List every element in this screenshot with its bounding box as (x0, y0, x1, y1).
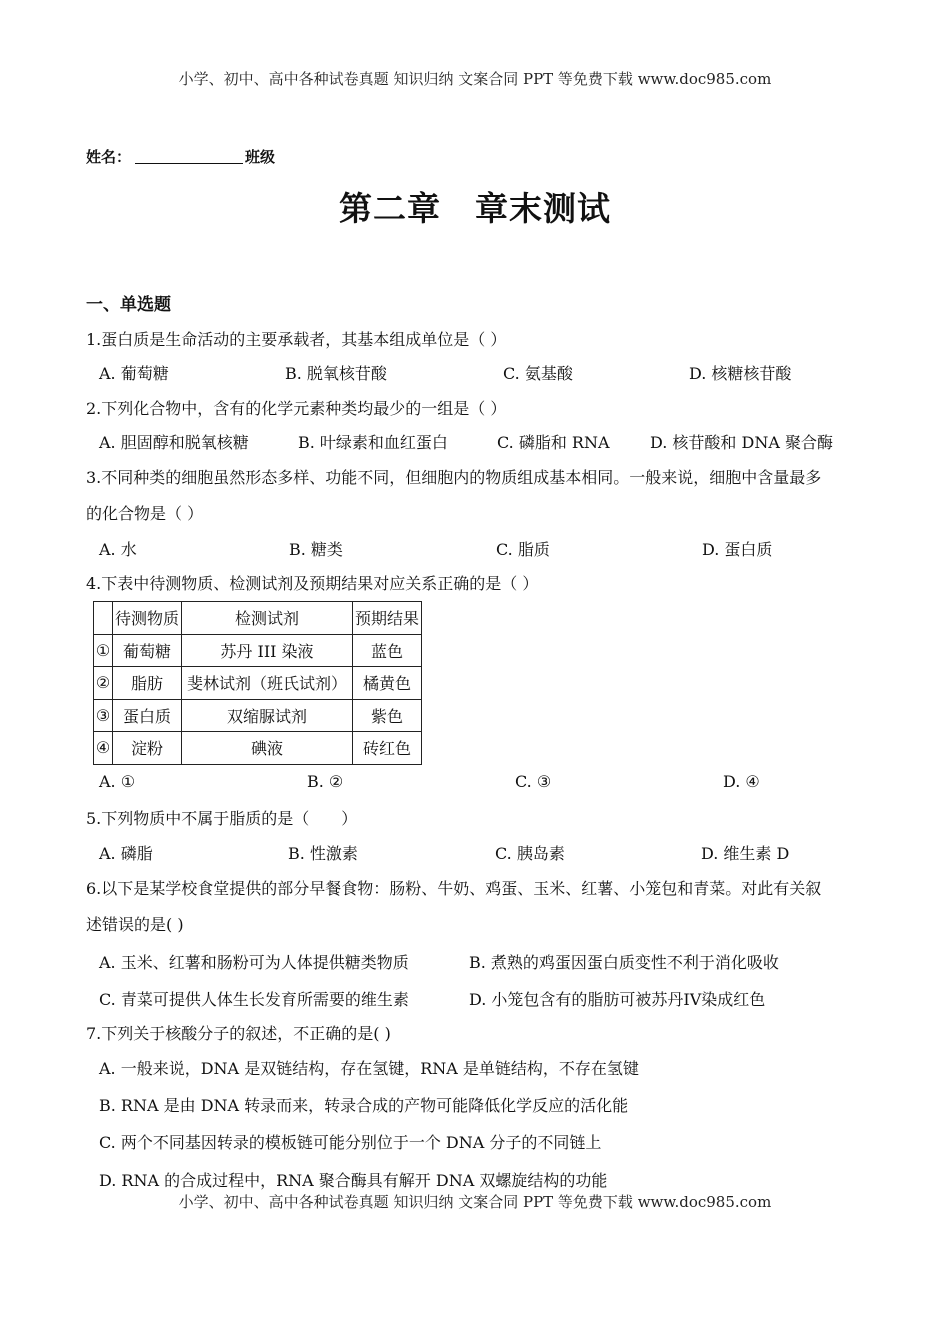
q4-option-d[interactable]: D. ④ (723, 772, 760, 791)
table-cell: 蓝色 (353, 634, 422, 667)
q1-option-a[interactable]: A. 葡萄糖 (99, 364, 169, 383)
q2-option-c[interactable]: C. 磷脂和 RNA (497, 433, 610, 452)
table-cell: 碘液 (182, 732, 353, 765)
table-cell: 紫色 (353, 699, 422, 732)
q7-option-c[interactable]: C. 两个不同基因转录的模板链可能分别位于一个 DNA 分子的不同链上 (99, 1133, 602, 1152)
table-cell: ④ (94, 732, 113, 765)
question-2: 2.下列化合物中，含有的化学元素种类均最少的一组是（ ） (86, 399, 507, 418)
table-cell: 淀粉 (113, 732, 182, 765)
table-cell: ① (94, 634, 113, 667)
table-cell: ② (94, 667, 113, 700)
class-label: 班级 (245, 148, 276, 166)
q3-option-a[interactable]: A. 水 (99, 540, 137, 559)
question-6-line-1: 6.以下是某学校食堂提供的部分早餐食物：肠粉、牛奶、鸡蛋、玉米、红薯、小笼包和青菜。对此有关叙 (86, 879, 822, 898)
q3-option-b[interactable]: B. 糖类 (289, 540, 343, 559)
page-footer: 小学、初中、高中各种试卷真题 知识归纳 文案合同 PPT 等免费下载 www.doc985.com (178, 1193, 772, 1211)
table-row (94, 699, 422, 732)
table-header-cell: 待测物质 (113, 602, 182, 635)
q6-option-d[interactable]: D. 小笼包含有的脂肪可被苏丹IV染成红色 (469, 990, 766, 1009)
question-6-line-2: 述错误的是( ) (86, 915, 184, 934)
q4-option-a[interactable]: A. ① (99, 772, 136, 791)
table-row (94, 732, 422, 765)
table-row (94, 634, 422, 667)
q7-option-a[interactable]: A. 一般来说，DNA 是双链结构，存在氢键，RNA 是单链结构，不存在氢键 (99, 1059, 639, 1078)
question-3-line-2: 的化合物是（ ） (86, 504, 204, 523)
table-header-row (94, 602, 422, 635)
table-header-cell: 预期结果 (353, 602, 422, 635)
question-3-line-1: 3.不同种类的细胞虽然形态多样、功能不同，但细胞内的物质组成基本相同。一般来说，细胞中含量最多 (86, 468, 822, 487)
question-5: 5.下列物质中不属于脂质的是（ ） (86, 809, 358, 828)
q5-option-a[interactable]: A. 磷脂 (99, 844, 153, 863)
q7-option-b[interactable]: B. RNA 是由 DNA 转录而来，转录合成的产物可能降低化学反应的活化能 (99, 1096, 629, 1115)
table-cell: ③ (94, 699, 113, 732)
q2-option-d[interactable]: D. 核苷酸和 DNA 聚合酶 (650, 433, 833, 452)
name-blank[interactable] (135, 149, 243, 164)
q4-option-b[interactable]: B. ② (307, 772, 344, 791)
table-header-cell: 检测试剂 (182, 602, 353, 635)
table-cell: 斐林试剂（班氏试剂） (182, 667, 353, 700)
table-cell: 双缩脲试剂 (182, 699, 353, 732)
page-title: 第二章 章末测试 (339, 189, 611, 228)
name-label: 姓名： (86, 148, 132, 166)
table-cell: 苏丹 III 染液 (182, 634, 353, 667)
q3-option-c[interactable]: C. 脂质 (496, 540, 550, 559)
q5-option-b[interactable]: B. 性激素 (288, 844, 358, 863)
q7-option-d[interactable]: D. RNA 的合成过程中，RNA 聚合酶具有解开 DNA 双螺旋结构的功能 (99, 1171, 608, 1190)
q2-option-b[interactable]: B. 叶绿素和血红蛋白 (298, 433, 448, 452)
q6-option-c[interactable]: C. 青菜可提供人体生长发育所需要的维生素 (99, 990, 409, 1009)
q5-option-c[interactable]: C. 胰岛素 (495, 844, 565, 863)
q2-option-a[interactable]: A. 胆固醇和脱氧核糖 (99, 433, 249, 452)
table-cell: 砖红色 (353, 732, 422, 765)
table-cell: 蛋白质 (113, 699, 182, 732)
table-row (94, 667, 422, 700)
page-header: 小学、初中、高中各种试卷真题 知识归纳 文案合同 PPT 等免费下载 www.doc985.com (178, 70, 772, 88)
q3-option-d[interactable]: D. 蛋白质 (702, 540, 773, 559)
q1-option-b[interactable]: B. 脱氧核苷酸 (285, 364, 387, 383)
q4-option-c[interactable]: C. ③ (515, 772, 552, 791)
table-cell: 脂肪 (113, 667, 182, 700)
q6-option-b[interactable]: B. 煮熟的鸡蛋因蛋白质变性不利于消化吸收 (469, 953, 779, 972)
question-4: 4.下表中待测物质、检测试剂及预期结果对应关系正确的是（ ） (86, 574, 539, 593)
question-7: 7.下列关于核酸分子的叙述，不正确的是( ) (86, 1024, 391, 1043)
q1-option-d[interactable]: D. 核糖核苷酸 (689, 364, 792, 383)
table-cell: 橘黄色 (353, 667, 422, 700)
q5-option-d[interactable]: D. 维生素 D (701, 844, 790, 863)
table-cell: 葡萄糖 (113, 634, 182, 667)
question-1: 1.蛋白质是生命活动的主要承载者，其基本组成单位是（ ） (86, 330, 507, 349)
q1-option-c[interactable]: C. 氨基酸 (503, 364, 573, 383)
table-header-cell (94, 602, 113, 635)
q4-table (93, 601, 422, 765)
q6-option-a[interactable]: A. 玉米、红薯和肠粉可为人体提供糖类物质 (99, 953, 409, 972)
student-info (86, 146, 275, 167)
section-title: 一、单选题 (86, 295, 171, 315)
